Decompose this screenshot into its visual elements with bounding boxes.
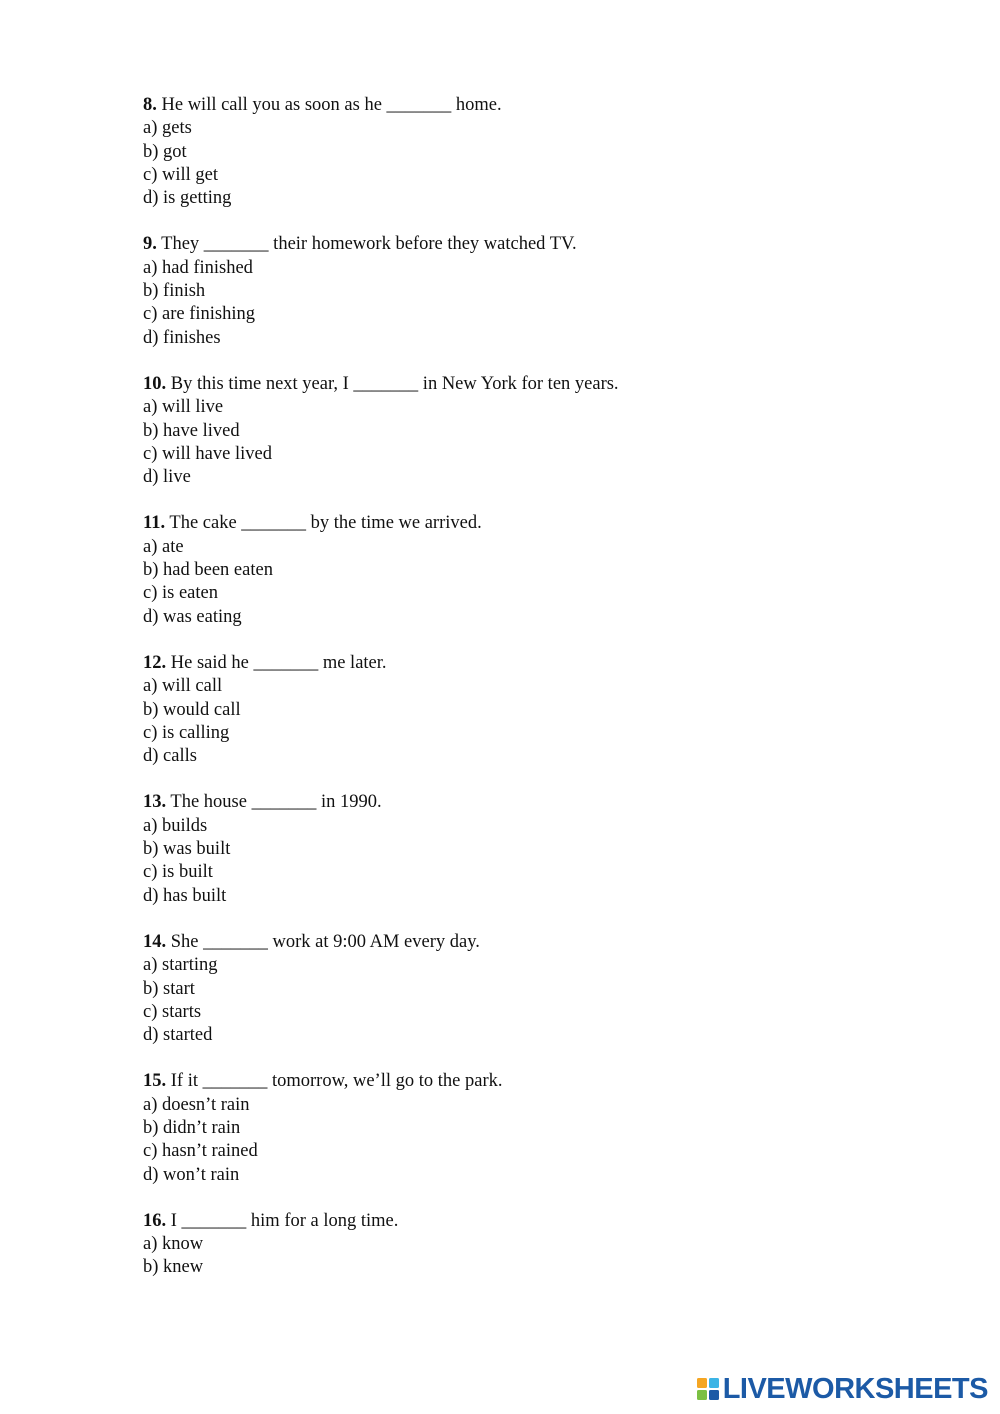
question-number: 11. [143, 513, 166, 534]
question-14 [143, 931, 943, 1047]
question-13 [143, 791, 943, 907]
answer-option: c) is calling [143, 722, 230, 743]
question-prompt: She _______ work at 9:00 AM every day. [166, 931, 480, 952]
answer-option: d) was eating [143, 606, 242, 627]
answer-option: b) got [143, 141, 187, 162]
answer-option: b) would call [143, 699, 241, 720]
question-text [143, 652, 943, 675]
question-number: 14. [143, 931, 167, 952]
question-number: 12. [143, 652, 167, 673]
answer-option: d) won’t rain [143, 1164, 240, 1185]
question-number: 9. [143, 234, 157, 255]
liveworksheets-logo-icon [697, 1378, 719, 1400]
question-prompt: By this time next year, I _______ in New York for ten years. [166, 373, 619, 394]
answer-option: c) hasn’t rained [143, 1141, 258, 1162]
answer-option: c) will get [143, 164, 219, 185]
question-text [143, 1070, 943, 1093]
answer-option: b) finish [143, 281, 206, 302]
question-text [143, 791, 943, 814]
answer-option: b) start [143, 978, 195, 999]
answer-option: a) ate [143, 536, 184, 557]
worksheet-questions [143, 94, 943, 1303]
question-11 [143, 512, 943, 628]
answer-option: d) has built [143, 885, 227, 906]
answer-option: c) will have lived [143, 443, 272, 464]
answer-option: b) didn’t rain [143, 1117, 241, 1138]
question-number: 8. [143, 95, 157, 115]
question-prompt: They _______ their homework before they watched TV. [156, 234, 577, 255]
answer-option: a) starting [143, 955, 218, 976]
question-number: 10. [143, 373, 167, 394]
answer-option: d) started [143, 1025, 213, 1046]
question-9 [143, 233, 943, 349]
answer-option: b) knew [143, 1257, 204, 1278]
question-12 [143, 652, 943, 768]
question-number: 16. [143, 1210, 167, 1231]
answer-option: a) will live [143, 397, 224, 418]
question-number: 13. [143, 792, 167, 813]
answer-option: d) calls [143, 746, 197, 767]
question-text [143, 931, 943, 954]
answer-option: b) have lived [143, 420, 240, 441]
question-text [143, 1210, 943, 1233]
question-text [143, 94, 943, 117]
answer-option: a) doesn’t rain [143, 1094, 250, 1115]
answer-option: c) is built [143, 862, 213, 883]
answer-option: a) will call [143, 676, 223, 697]
question-prompt: If it _______ tomorrow, we’ll go to the park. [166, 1071, 503, 1092]
answer-option: c) are finishing [143, 304, 255, 325]
question-prompt: I _______ him for a long time. [166, 1210, 399, 1231]
question-prompt: The cake _______ by the time we arrived. [165, 513, 482, 534]
question-text [143, 233, 943, 256]
answer-option: d) is getting [143, 188, 232, 209]
answer-option: d) finishes [143, 327, 221, 348]
liveworksheets-logo [697, 1374, 988, 1404]
question-text [143, 512, 943, 535]
question-16 [143, 1210, 943, 1280]
answer-option: d) live [143, 467, 191, 488]
answer-option: b) was built [143, 839, 231, 860]
question-number: 15. [143, 1071, 167, 1092]
question-15 [143, 1070, 943, 1186]
logo-text: LIVEWORKSHEETS [722, 1373, 988, 1405]
answer-option: a) builds [143, 815, 208, 836]
answer-option: c) starts [143, 1001, 202, 1022]
question-text [143, 373, 943, 396]
answer-option: b) had been eaten [143, 560, 273, 581]
question-prompt: The house _______ in 1990. [166, 792, 382, 813]
answer-option: c) is eaten [143, 583, 218, 604]
question-10 [143, 373, 943, 489]
question-prompt: He will call you as soon as he _______ home. [156, 95, 502, 115]
question-8 [143, 94, 943, 210]
question-prompt: He said he _______ me later. [166, 652, 387, 673]
answer-option: a) know [143, 1234, 204, 1255]
answer-option: a) gets [143, 118, 192, 139]
answer-option: a) had finished [143, 257, 253, 278]
